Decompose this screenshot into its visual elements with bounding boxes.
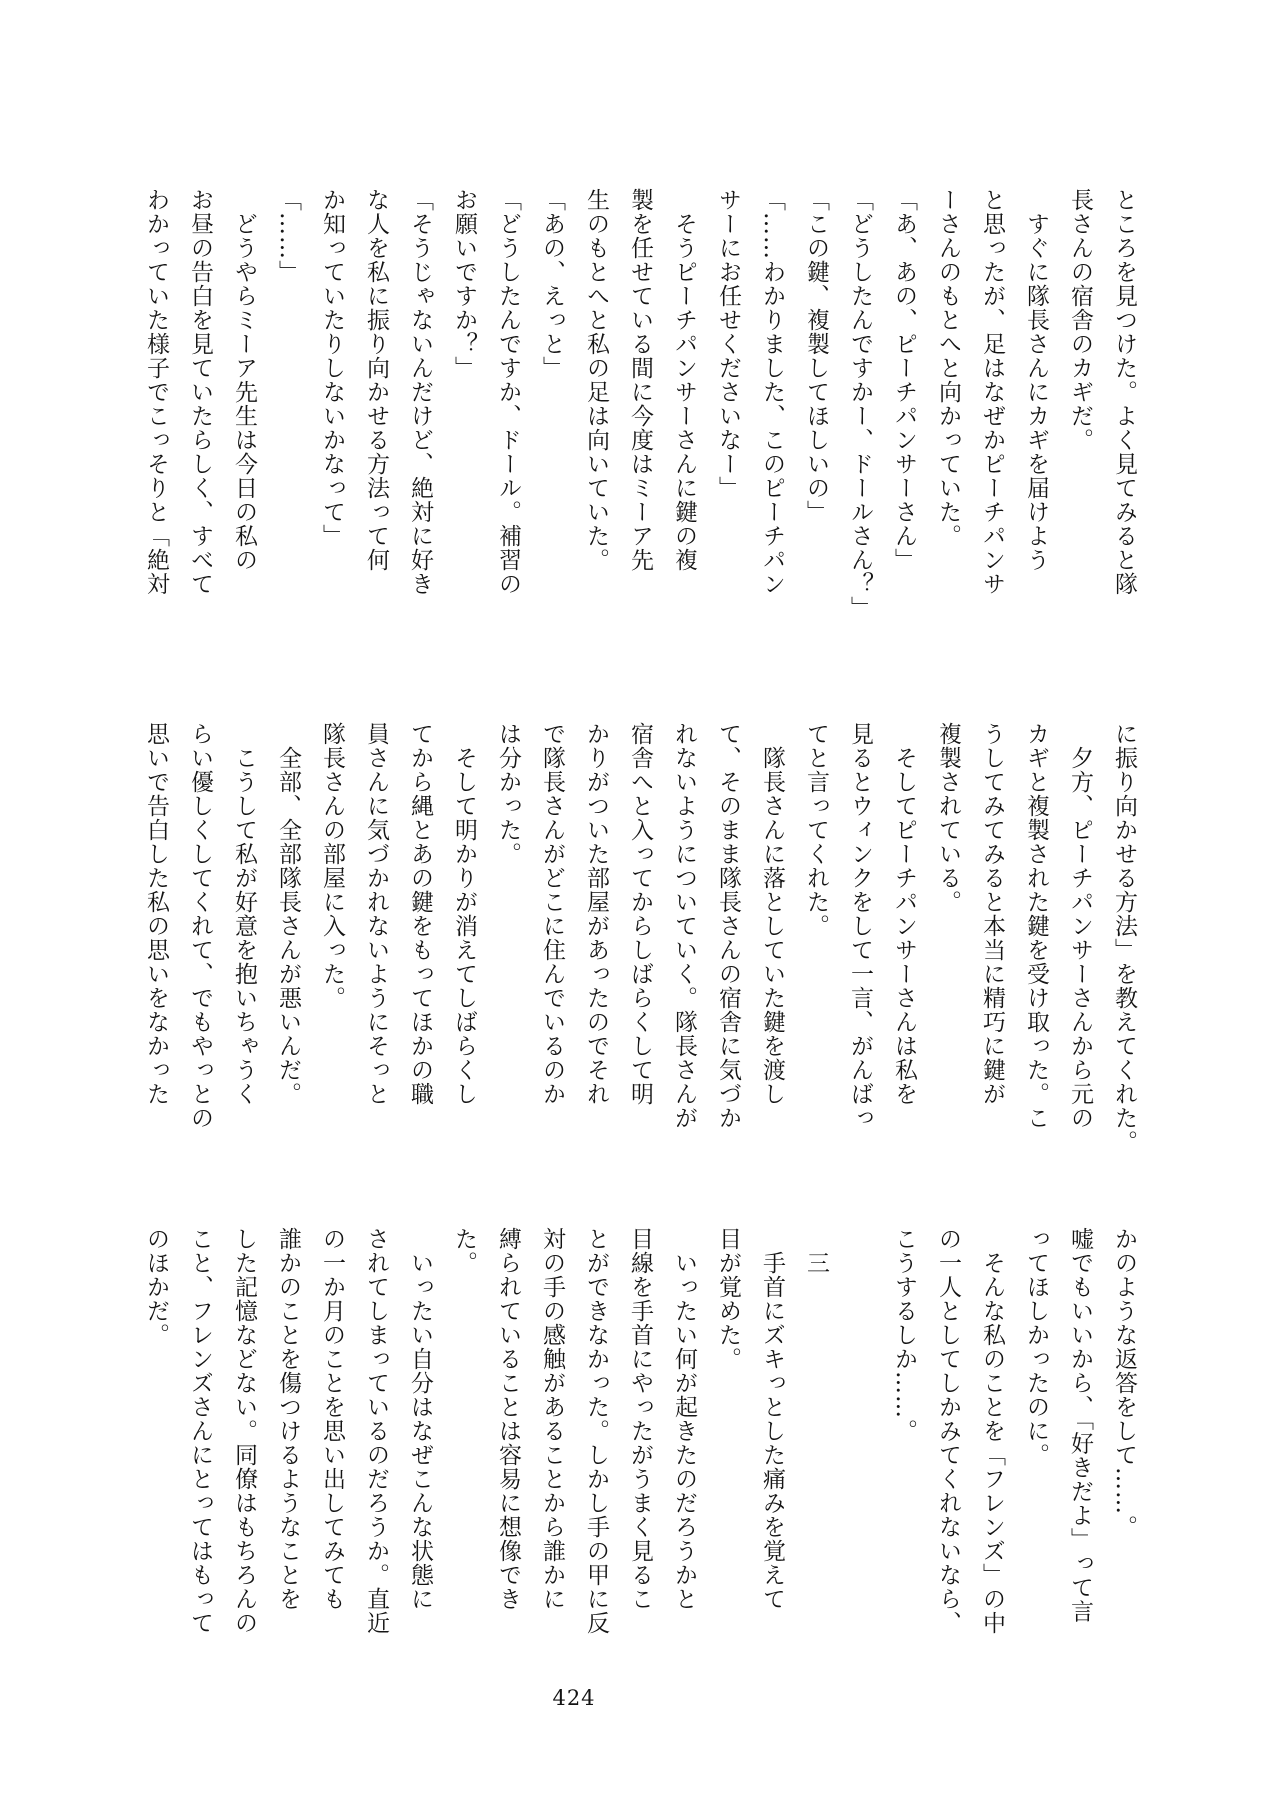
text-column: ーさんのもとへと向かっていた。 — [935, 188, 961, 548]
text-column: 手首にズキっとした痛みを覚えて — [759, 1227, 785, 1611]
text-column: てから縄とあの鍵をもってほかの職 — [407, 722, 433, 1106]
text-column: そしてピーチパンサーさんは私を — [891, 722, 917, 1106]
text-column: されてしまっているのだろうか。直近 — [363, 1227, 389, 1635]
text-column: た。 — [451, 1227, 477, 1275]
text-block-bottom — [134, 1227, 1146, 1663]
text-column: 嘘でもいいから、「好きだよ」って言 — [1067, 1227, 1093, 1624]
text-column: 縛られていることは容易に想像でき — [495, 1227, 521, 1611]
text-column: 宿舎へと入ってからしばらくして明 — [627, 722, 653, 1106]
text-column: 「そうじゃないんだけど、絶対に好き — [407, 188, 433, 596]
text-column: 複製されている。 — [935, 722, 961, 914]
page-number: 424 — [552, 1686, 596, 1710]
text-column: 隊長さんに落としていた鍵を渡し — [759, 722, 785, 1106]
text-column: いったい自分はなぜこんな状態に — [407, 1227, 433, 1611]
text-column: 見るとウィンクをして一言、がんばっ — [847, 722, 873, 1130]
text-column: 夕方、ピーチパンサーさんから元の — [1067, 722, 1093, 1130]
blank-column — [838, 1227, 882, 1663]
text-column: 生のもとへと私の足は向いていた。 — [583, 188, 609, 572]
text-block-top — [134, 188, 1146, 624]
text-column: うしてみてみると本当に精巧に鍵が — [979, 722, 1005, 1106]
text-column: らい優しくしてくれて、でもやっとの — [187, 722, 213, 1130]
text-column: とができなかった。しかし手の甲に反 — [583, 1227, 609, 1635]
text-column: わかっていた様子でこっそりと「絶対 — [143, 188, 169, 596]
text-column: こうして私が好意を抱いちゃうく — [231, 722, 257, 1106]
text-column: こうするしか……。 — [891, 1227, 917, 1443]
text-column: に振り向かせる方法」を教えてくれた。 — [1111, 722, 1137, 1154]
text-column: 目が覚めた。 — [715, 1227, 741, 1371]
text-column: のほかだ。 — [143, 1227, 169, 1347]
text-column: 員さんに気づかれないようにそっと — [363, 722, 389, 1106]
text-column: れないようについていく。隊長さんが — [671, 722, 697, 1130]
text-column: で隊長さんがどこに住んでいるのか — [539, 722, 565, 1106]
text-column: すぐに隊長さんにカギを届けよう — [1023, 188, 1049, 572]
text-column: 「あ、あの、ピーチパンサーさん」 — [891, 188, 917, 572]
text-column: は分かった。 — [495, 722, 521, 866]
text-column: 思いで告白した私の思いをなかった — [143, 722, 169, 1106]
text-column: 「……」 — [275, 188, 301, 284]
text-column: カギと複製された鍵を受け取った。こ — [1023, 722, 1049, 1130]
text-column: そして明かりが消えてしばらくし — [451, 722, 477, 1106]
text-column: お願いですか？」 — [451, 188, 477, 380]
text-column: の一か月のことを思い出してみても — [319, 1227, 345, 1611]
text-column: かのような返答をして……。 — [1111, 1227, 1137, 1539]
text-column: 「この鍵、複製してほしいの」 — [803, 188, 829, 524]
text-column: 「あの、えっと」 — [539, 188, 565, 380]
text-column: な人を私に振り向かせる方法って何 — [363, 188, 389, 572]
text-column: いったい何が起きたのだろうかと — [671, 1227, 697, 1611]
text-column: 対の手の感触があることから誰かに — [539, 1227, 565, 1611]
text-column: そんな私のことを「フレンズ」の中 — [979, 1227, 1005, 1635]
text-column: ところを見つけた。よく見てみると隊 — [1111, 188, 1137, 596]
text-column: 目線を手首にやったがうまく見るこ — [627, 1227, 653, 1611]
text-column: 「どうしたんですかー、ドールさん？」 — [847, 188, 873, 620]
text-column: 隊長さんの部屋に入った。 — [319, 722, 345, 1010]
text-column: お昼の告白を見ていたらしく、すべて — [187, 188, 213, 596]
text-column: 「……わかりました、このピーチパン — [759, 188, 785, 596]
text-column: と思ったが、足はなぜかピーチパンサ — [979, 188, 1005, 596]
text-column: サーにお任せくださいなー」 — [715, 188, 741, 500]
text-column: した記憶などない。同僚はもちろんの — [231, 1227, 257, 1635]
text-column: そうピーチパンサーさんに鍵の複 — [671, 188, 697, 572]
text-column: 長さんの宿舎のカギだ。 — [1067, 188, 1093, 452]
text-column: て、そのまま隊長さんの宿舎に気づか — [715, 722, 741, 1130]
text-column: こと、フレンズさんにとってはもって — [187, 1227, 213, 1635]
text-column: 「どうしたんですか、ドール。補習の — [495, 188, 521, 596]
text-column: 製を任せている間に今度はミーア先 — [627, 188, 653, 572]
text-column: ってほしかったのに。 — [1023, 1227, 1049, 1467]
text-column: か知っていたりしないかなって」 — [319, 188, 345, 548]
text-column: てと言ってくれた。 — [803, 722, 829, 938]
text-column: かりがついた部屋があったのでそれ — [583, 722, 609, 1106]
text-column: 誰かのことを傷つけるようなことを — [275, 1227, 301, 1611]
text-column: の一人としてしかみてくれないなら、 — [935, 1227, 961, 1635]
text-block-middle — [134, 722, 1146, 1158]
text-column: 三 — [803, 1227, 829, 1275]
text-column: どうやらミーア先生は今日の私の — [231, 188, 257, 572]
text-column: 全部、全部隊長さんが悪いんだ。 — [275, 722, 301, 1106]
